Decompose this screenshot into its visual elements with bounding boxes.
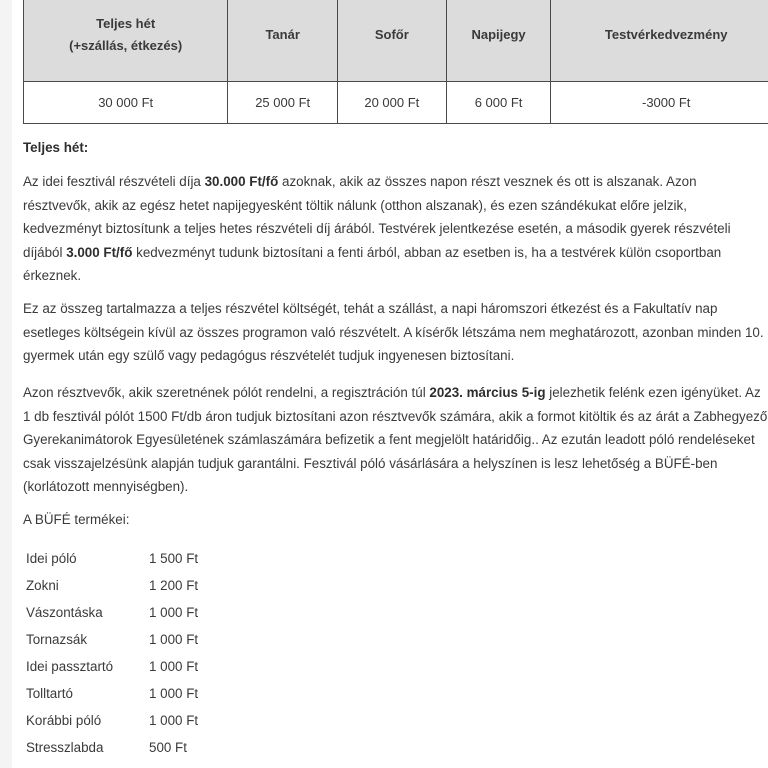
bufe-item-row	[23, 707, 198, 734]
price-teacher: 25 000 Ft	[228, 82, 338, 124]
bufe-item-name: Zokni	[26, 578, 59, 593]
bufe-heading: A BÜFÉ termékei:	[23, 512, 130, 527]
bufe-item-price: 1 200 Ft	[149, 578, 199, 593]
bufe-item-name: Idei passztartó	[26, 659, 114, 674]
header-driver: Sofőr	[338, 0, 447, 82]
price-table-row	[24, 82, 768, 124]
bufe-item-price: 1 500 Ft	[149, 551, 199, 566]
price-full-week: 30 000 Ft	[24, 82, 228, 124]
price-table-header-row	[24, 0, 768, 82]
bufe-item-name: Korábbi póló	[26, 713, 102, 728]
bufe-item-row	[23, 734, 198, 761]
bufe-item-price: 1 000 Ft	[149, 605, 199, 620]
text: kedvezményt tudunk biztosítani a fenti árból, abban az esetben is, ha a testvérek külön csoportban érkeznek.	[23, 244, 722, 283]
text: azoknak, akik az összes napon részt vesznek és ott is alszanak. Azon résztvevők, akik az egész hetet napijegyesként töltik nálunk (otthon alszanak), és ezen szándékukat előre jelzik, kedvezményt biztosítunk a teljes hetes részvételi díj árából. Testvérek jelentkezése esetén, a második gyerek részvételi díjából	[23, 174, 731, 260]
header-full-week	[24, 0, 228, 82]
bufe-item-price: 1 000 Ft	[149, 632, 199, 647]
price-day-ticket: 6 000 Ft	[446, 82, 551, 124]
paragraph-full-week	[23, 170, 768, 288]
header-day-ticket: Napijegy	[446, 0, 551, 82]
text: jelezhetik felénk ezen igényüket. Az 1 db fesztivál pólót 1500 Ft/db áron tudjuk biztosítani azon résztvevők számára, akik a formot kitöltik és az árát a Zabhegyező Gyerekanimátorok Egyesületének számlaszámára befizetik a fent megjelölt határidőig.. Az ezután leadott póló rendeléseket csak visszajelzésünk alapján tudjuk garantálni. Fesztivál póló vásárlására a helyszínen is lesz lehetőség a BÜFÉ-ben (korlátozott mennyiségben).	[23, 385, 768, 494]
bufe-item-price: 500 Ft	[149, 740, 187, 755]
bufe-item-name: Tolltartó	[26, 686, 73, 701]
bufe-item-row	[23, 680, 198, 707]
header-teacher: Tanár	[228, 0, 338, 82]
text: Az idei fesztivál részvételi díja	[23, 174, 205, 189]
header-full-week-title: Teljes hét	[96, 16, 156, 31]
bufe-item-row	[23, 545, 198, 572]
page-content	[12, 0, 768, 768]
paragraph-includes	[23, 297, 768, 368]
bufe-item-row	[23, 599, 198, 626]
bufe-item-row	[23, 572, 198, 599]
section-heading: Teljes hét:	[23, 140, 89, 155]
price-sibling-discount: -3000 Ft	[551, 82, 768, 124]
paragraph-tshirt	[23, 381, 768, 499]
bufe-item-row	[23, 653, 198, 680]
bufe-item-row	[23, 626, 198, 653]
bold-deadline: 2023. március 5-ig	[429, 385, 546, 400]
price-driver: 20 000 Ft	[338, 82, 447, 124]
bold-discount: 3.000 Ft/fő	[66, 244, 133, 260]
bufe-table	[23, 545, 198, 761]
text: Ez az összeg tartalmazza a teljes részvétel költségét, tehát a szállást, a napi háromszori étkezést és a Fakultatív nap esetleges költségein kívül az összes programon való részvételt. A kísérők létszáma nem meghatározott, azonban minden 10. gyermek után egy szülő vagy pedagógus részvételét tudjuk ingyenesen biztosítani.	[23, 301, 764, 363]
bufe-item-price: 1 000 Ft	[149, 659, 199, 674]
bufe-item-name: Vászontáska	[26, 605, 103, 620]
bufe-item-name: Idei póló	[26, 551, 77, 566]
bold-price: 30.000 Ft/fő	[204, 174, 279, 189]
text: Azon résztvevők, akik szeretnének pólót rendelni, a regisztráción túl	[23, 385, 430, 400]
bufe-item-price: 1 000 Ft	[149, 686, 199, 701]
price-table	[23, 0, 768, 124]
bufe-item-name: Tornazsák	[26, 632, 88, 647]
header-sibling-discount: Testvérkedvezmény	[551, 0, 768, 82]
header-full-week-subtitle: (+szállás, étkezés)	[69, 38, 183, 53]
bufe-item-price: 1 000 Ft	[149, 713, 199, 728]
bufe-item-name: Stresszlabda	[26, 740, 104, 755]
